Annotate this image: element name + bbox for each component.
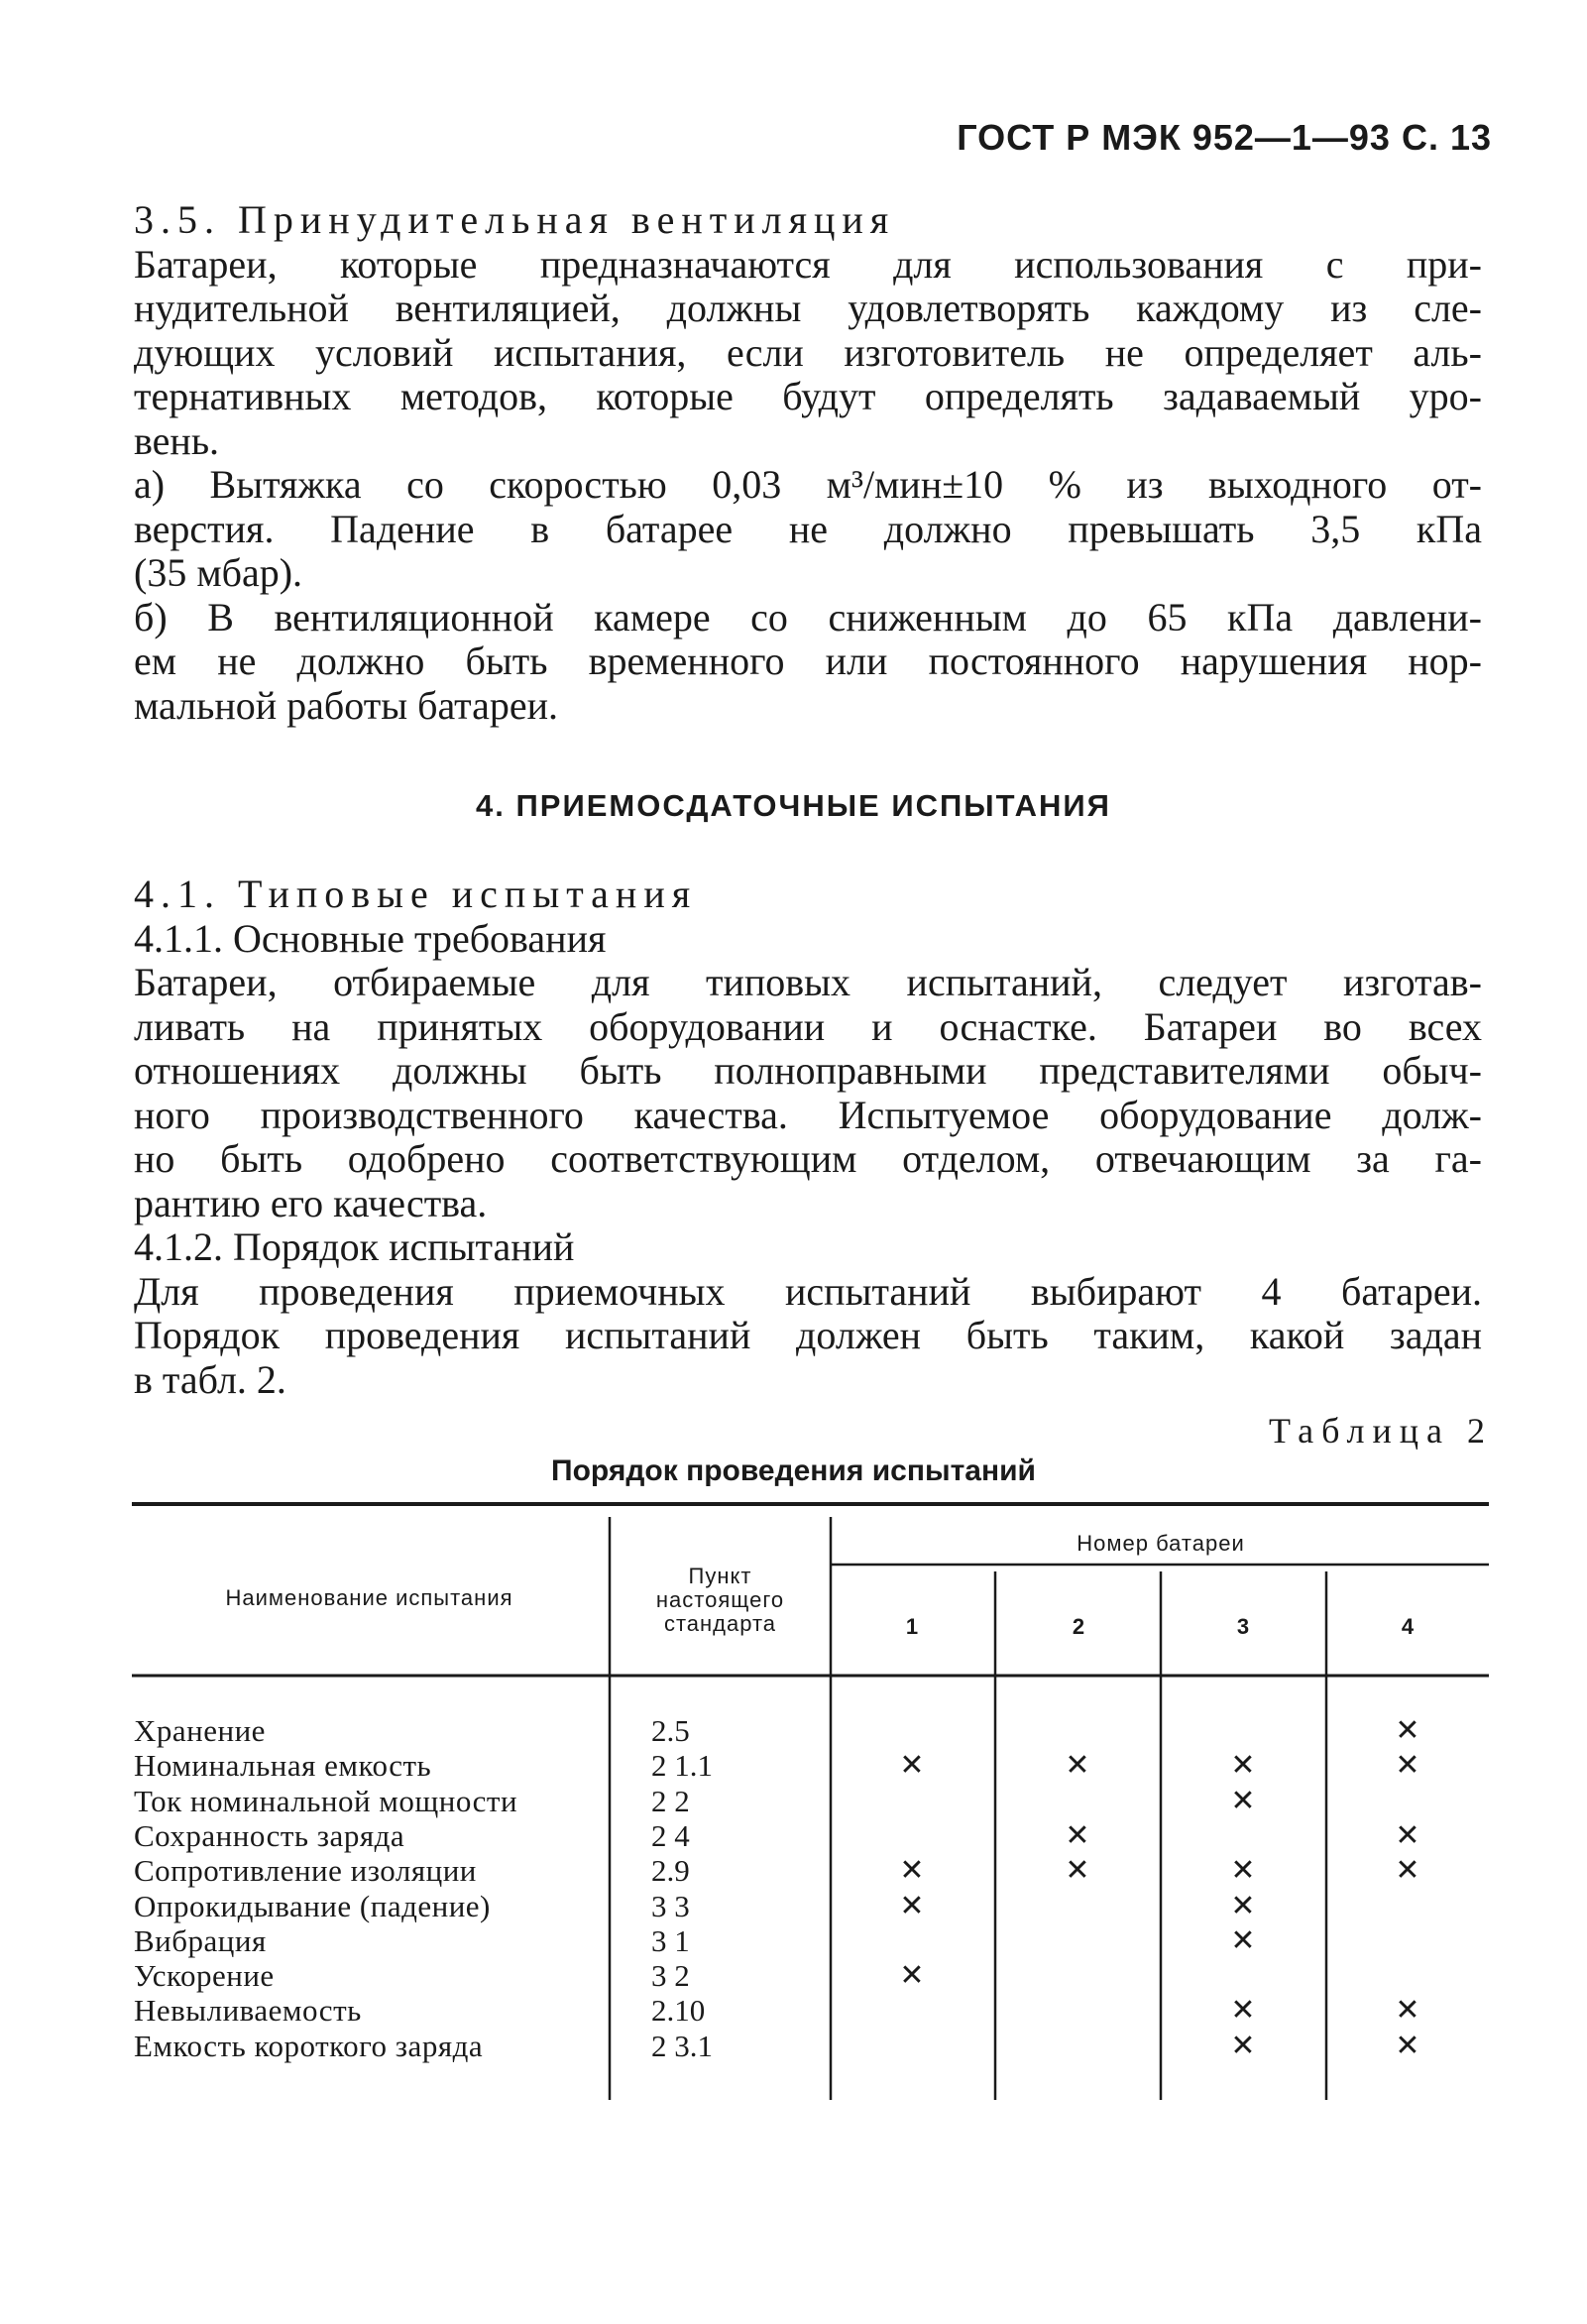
table-row-clause: 2.10 (651, 1993, 706, 2028)
table-row-clause: 2.9 (651, 1853, 690, 1888)
column-header-clause-2: настоящего (655, 1587, 785, 1612)
table-row-clause: 2 3.1 (651, 2029, 713, 2063)
page-header: ГОСТ Р МЭК 952—1—93 С. 13 (957, 117, 1492, 158)
table-row-name: Емкость короткого заряда (134, 2029, 484, 2063)
cross-mark-icon: ✕ (899, 1889, 925, 1923)
cross-mark-icon: ✕ (1395, 2029, 1420, 2063)
paragraph-line: Батареи, которые предназначаются для использования с при- (134, 242, 1482, 287)
paragraph-line: дующих условий испытания, если изготовитель не определяет аль- (134, 330, 1482, 375)
paragraph-line: ем не должно быть временного или постоянного нарушения нор- (134, 639, 1482, 683)
table-row-clause: 3 1 (651, 1923, 690, 1958)
table-row-name: Невыливаемость (134, 1993, 362, 2028)
cross-mark-icon: ✕ (1395, 1993, 1420, 2028)
cross-mark-icon: ✕ (1230, 1889, 1256, 1923)
cross-mark-icon: ✕ (1065, 1748, 1090, 1783)
paragraph-line: отношениях должны быть полноправными представителями обыч- (134, 1049, 1482, 1093)
cross-mark-icon: ✕ (1230, 1748, 1256, 1783)
cross-mark-icon: ✕ (899, 1853, 925, 1888)
cross-mark-icon: ✕ (1395, 1713, 1420, 1748)
cross-mark-icon: ✕ (1230, 1923, 1256, 1958)
battery-number-1: 1 (905, 1614, 919, 1639)
cross-mark-icon: ✕ (1065, 1818, 1090, 1853)
paragraph-line: нудительной вентиляцией, должны удовлетворять каждому из сле- (134, 287, 1482, 330)
battery-number-2: 2 (1072, 1614, 1085, 1639)
table-row-name: Вибрация (134, 1923, 267, 1958)
table-title: Порядок проведения испытаний (551, 1454, 1036, 1487)
cross-mark-icon: ✕ (1230, 1993, 1256, 2028)
table-row-name: Ток номинальной мощности (134, 1784, 518, 1818)
table-row-name: Сохранность заряда (134, 1818, 405, 1853)
battery-number-4: 4 (1401, 1614, 1415, 1639)
cross-mark-icon: ✕ (899, 1958, 925, 1993)
table-row-clause: 3 2 (651, 1958, 690, 1993)
table-row-name: Ускорение (134, 1958, 275, 1993)
table-row-clause: 2 2 (651, 1784, 690, 1818)
subheading-4-1: 4.1. Типовые испытания (134, 872, 698, 916)
cross-mark-icon: ✕ (1230, 1853, 1256, 1888)
table-row-name: Номинальная емкость (134, 1748, 432, 1783)
table-row-name: Хранение (134, 1713, 266, 1748)
subheading-4-1-1: 4.1.1. Основные требования (134, 915, 607, 961)
paragraph-line: ливать на принятых оборудовании и оснастке. Батареи во всех (134, 1004, 1482, 1049)
cross-mark-icon: ✕ (1065, 1853, 1090, 1888)
cross-mark-icon: ✕ (899, 1748, 925, 1783)
paragraph-line: мальной работы батареи. (134, 682, 559, 728)
paragraph-line: ного производственного качества. Испытуемое оборудование долж- (134, 1093, 1482, 1137)
paragraph-line: Порядок проведения испытаний должен быть таким, какой задан (134, 1314, 1482, 1357)
cross-mark-icon: ✕ (1395, 1818, 1420, 1853)
table-label: Таблица 2 (1269, 1411, 1493, 1451)
column-header-battery: Номер батареи (1077, 1531, 1245, 1556)
column-header-clause-3: стандарта (663, 1611, 777, 1636)
paragraph-line: в табл. 2. (134, 1356, 286, 1402)
paragraph-line: вень. (134, 417, 220, 463)
paragraph-line: верстия. Падение в батарее не должно превышать 3,5 кПа (134, 507, 1482, 551)
battery-number-3: 3 (1236, 1614, 1250, 1639)
table-row-name: Сопротивление изоляции (134, 1853, 477, 1888)
column-header-name: Наименование испытания (225, 1585, 513, 1610)
paragraph-line: тернативных методов, которые будут определять задаваемый уро- (134, 375, 1482, 418)
table-row-clause: 2 1.1 (651, 1748, 713, 1783)
cross-mark-icon: ✕ (1395, 1853, 1420, 1888)
paragraph-line: Батареи, отбираемые для типовых испытаний, следует изготав- (134, 961, 1482, 1004)
paragraph-line: б) В вентиляционной камере со сниженным до 65 кПа давлени- (134, 595, 1482, 639)
cross-mark-icon: ✕ (1230, 1784, 1256, 1818)
table-row-clause: 3 3 (651, 1889, 690, 1923)
paragraph-line: рантию его качества. (134, 1180, 488, 1225)
column-header-clause-1: Пункт (688, 1564, 752, 1588)
paragraph-line: а) Вытяжка со скоростью 0,03 м³/мин±10 % из выходного от- (134, 463, 1482, 507)
cross-mark-icon: ✕ (1230, 2029, 1256, 2063)
paragraph-line: (35 мбар). (134, 550, 303, 595)
table-row-clause: 2.5 (651, 1713, 690, 1748)
paragraph-line: Для проведения приемочных испытаний выбирают 4 батареи. (134, 1269, 1482, 1314)
table-row-name: Опрокидывание (падение) (134, 1889, 491, 1923)
paragraph-line: но быть одобрено соответствующим отделом, отвечающим за га- (134, 1137, 1482, 1181)
section-heading-3-5: 3.5. Принудительная вентиляция (134, 197, 896, 242)
cross-mark-icon: ✕ (1395, 1748, 1420, 1783)
subheading-4-1-2: 4.1.2. Порядок испытаний (134, 1224, 575, 1269)
table-row-clause: 2 4 (651, 1818, 690, 1853)
section-heading-4: 4. ПРИЕМОСДАТОЧНЫЕ ИСПЫТАНИЯ (476, 788, 1111, 823)
